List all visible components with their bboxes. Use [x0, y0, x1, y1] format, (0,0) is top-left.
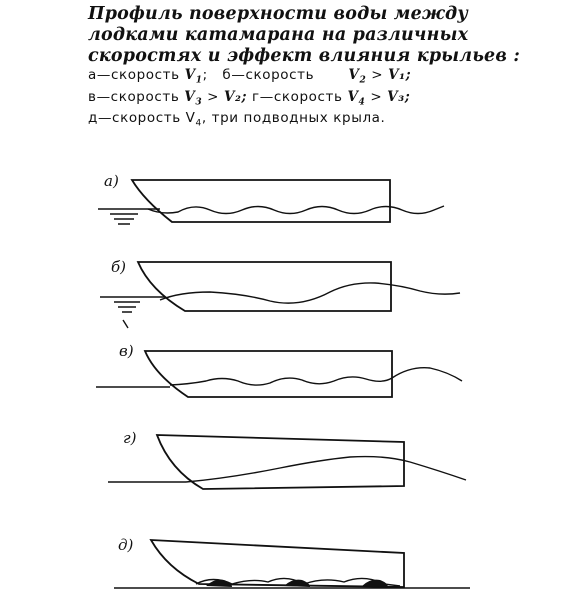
caption-title-line-3: скоростях и эффект влияния крыльев : — [88, 46, 521, 66]
water-surface-a — [148, 206, 444, 214]
legend-text-b: скорость — [245, 67, 315, 83]
water-symbol-b — [114, 302, 140, 312]
panel-label-d: д) — [118, 536, 134, 554]
panel-label-g: г) — [123, 429, 137, 447]
water-surface-g — [186, 457, 466, 482]
hydrofoil-2 — [284, 580, 310, 587]
legend-sub-g: 4 — [358, 97, 366, 108]
hull-outline-d — [151, 540, 404, 587]
panel-label-v: в) — [119, 342, 134, 360]
legend-text-d: скорость — [112, 110, 181, 127]
legend-sub-d: 4 — [195, 119, 202, 130]
water-surface-v — [170, 368, 462, 385]
caption-title-line-2: лодками катамарана на различных — [88, 25, 469, 45]
water-symbol-a — [110, 214, 138, 224]
panel-label-a: а) — [104, 172, 119, 190]
legend-row-1: а—скорость $V_1$; б—скорость $V_2 > V_1$; — [88, 67, 412, 86]
hydrofoil-3 — [362, 580, 388, 587]
legend-extra-g: V₃; — [387, 88, 411, 105]
legend-rel-d: , — [201, 110, 207, 127]
legend-extra-d: три подводных крыла. — [206, 110, 386, 127]
legend-rel-b: > — [366, 67, 389, 83]
legend-letter-g: г — [252, 88, 260, 105]
legend-letter-a: а — [88, 67, 97, 83]
legend-symbol-d: V — [185, 110, 196, 127]
panel-label-b: б) — [111, 258, 127, 276]
hull-outline-v — [145, 351, 392, 397]
legend-rel-v: > — [202, 88, 224, 105]
legend-letter-b: б — [222, 67, 232, 83]
panel-b — [100, 258, 460, 328]
legend-text-v: скорость — [110, 88, 180, 105]
panel-v — [96, 342, 462, 397]
legend-symbol-g: V — [347, 88, 359, 105]
legend-row-2: в—скорость $V_3 > V_2$; г—скорость $V_4 > V_3$; — [88, 88, 411, 108]
hydrofoil-1 — [206, 580, 232, 587]
legend-sub-v: 3 — [195, 97, 203, 108]
water-surface-b — [160, 283, 460, 303]
legend-symbol-v: V — [184, 88, 196, 105]
panel-d — [114, 536, 470, 588]
hull-outline-b — [138, 262, 391, 311]
legend-row-3: д—скорость $V_4$, три подводных крыла. — [88, 110, 386, 130]
legend-letter-v: в — [88, 88, 97, 105]
legend-text-a: скорость — [110, 67, 180, 83]
legend-symbol-b: V — [348, 67, 360, 83]
caption-title-line-1: Профиль поверхности воды между — [88, 4, 468, 24]
legend-letter-d: д — [88, 110, 98, 127]
legend-rel-a: ; — [202, 67, 208, 83]
legend-sub-b: 2 — [359, 75, 367, 86]
legend-symbol-a: V — [184, 67, 196, 83]
legend-extra-b: V₁; — [388, 67, 412, 83]
legend-rel-g: > — [365, 88, 388, 105]
legend-text-g: скорость — [273, 88, 343, 105]
spray-mark-b — [123, 320, 128, 328]
panel-a — [98, 172, 444, 224]
panel-g — [108, 429, 466, 489]
hull-outline-a — [132, 180, 390, 222]
legend-sub-a: 1 — [195, 75, 203, 86]
legend-extra-v: V₂; — [223, 88, 248, 105]
